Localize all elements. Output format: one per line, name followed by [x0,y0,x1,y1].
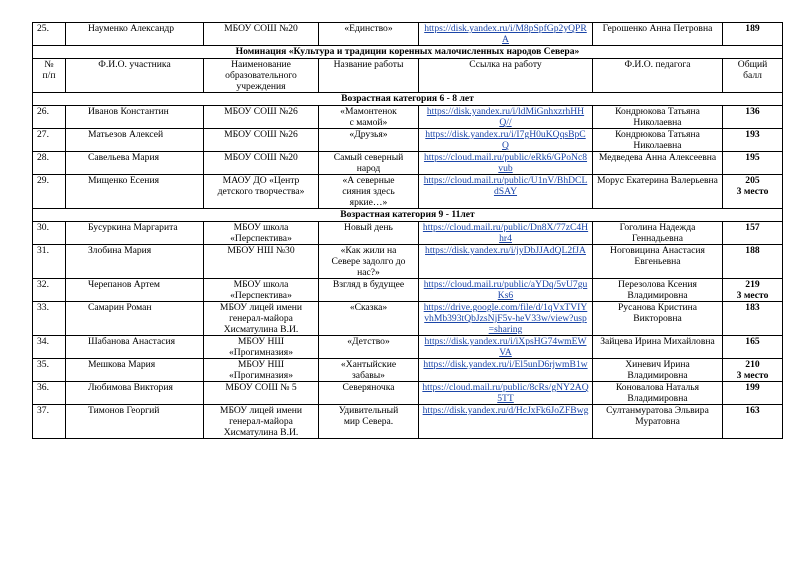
teacher-name: Зайцева Ирина Михайловна [593,336,723,359]
score-value: 195 [745,152,760,163]
teacher-name: Медведева Анна Алексеевна [593,152,723,175]
row-number: 34. [33,336,66,359]
age-category-row [33,93,783,106]
header-teacher: Ф.И.О. педагога [593,59,723,93]
school-name: МБОУ СОШ № 5 [204,382,319,405]
score-value: 205 [745,175,760,186]
score-value: 210 [745,359,760,370]
table-row [33,152,783,175]
work-title: «Детство» [319,336,419,359]
age-category-row [33,209,783,222]
work-link[interactable]: https://disk.yandex.ru/i/jyDbJJAdQL2fJA [425,245,586,256]
work-link-cell [419,106,593,129]
school-name: МБОУ НШ «Прогимназия» [204,359,319,382]
work-link[interactable]: https://cloud.mail.ru/public/8cRs/gNY2AQ5TT [422,382,589,404]
teacher-name: Морус Екатерина Валерьевна [593,175,723,209]
header-work: Название работы [319,59,419,93]
total-score [723,129,783,152]
school-name: МБОУ лицей имени генерал-майора Хисматулина В.И. [204,405,319,439]
participant-name: Науменко Александр [66,23,204,46]
total-score [723,302,783,336]
header-score: Общий балл [723,59,783,93]
school-name: МАОУ ДО «Центр детского творчества» [204,175,319,209]
participant-name: Черепанов Артем [66,279,204,302]
table-row [33,175,783,209]
total-score [723,106,783,129]
teacher-name: Гоголина Надежда Геннадьевна [593,222,723,245]
score-value: 136 [745,106,760,117]
table-row [33,359,783,382]
teacher-name: Ноговицина Анастасия Евгеньевна [593,245,723,279]
participant-name: Тимонов Георгий [66,405,204,439]
nomination-title-row [33,46,783,59]
row-number: 29. [33,175,66,209]
work-link[interactable]: https://disk.yandex.ru/i/ldMiGnhxzrhHHQ// [426,106,585,128]
age-category-title: Возрастная категория 6 - 8 лет [33,93,783,106]
participant-name: Иванов Константин [66,106,204,129]
total-score [723,152,783,175]
school-name: МБОУ НШ «Прогимназия» [204,336,319,359]
score-value: 157 [745,222,760,233]
total-score [723,175,783,209]
score-value: 163 [745,405,760,416]
total-score [723,359,783,382]
school-name: МБОУ СОШ №26 [204,129,319,152]
header-link: Ссылка на работу [419,59,593,93]
row-number: 27. [33,129,66,152]
work-link-cell [419,245,593,279]
work-title: «Хантыйские забавы» [319,359,419,382]
table-row [33,222,783,245]
work-title: Северяночка [319,382,419,405]
table-row [33,279,783,302]
total-score [723,405,783,439]
work-link[interactable]: https://disk.yandex.ru/i/El5unD6rjwmB1w [423,359,588,370]
table-row [33,245,783,279]
place-label: 3 место [736,186,769,197]
work-link[interactable]: https://cloud.mail.ru/public/U1nV/BhDCLdSAY [423,175,588,197]
total-score [723,382,783,405]
total-score [723,245,783,279]
score-value: 193 [745,129,760,140]
total-score [723,222,783,245]
teacher-name: Хиневич Ирина Владимировна [593,359,723,382]
work-title: «Как жили на Севере задолго до нас?» [319,245,419,279]
participant-name: Мешкова Мария [66,359,204,382]
results-table [32,22,783,439]
work-link[interactable]: https://disk.yandex.ru/i/I7gH0uKQqsBpCQ [425,129,586,151]
score-value: 183 [745,302,760,313]
work-link[interactable]: https://disk.yandex.ru/d/HcJxFk6JoZFBwg [422,405,589,416]
score-value: 199 [745,382,760,393]
table-header-row [33,59,783,93]
header-school: Наименование образовательного учреждения [204,59,319,93]
table-row [33,23,783,46]
teacher-name: Коновалова Наталья Владимировна [593,382,723,405]
school-name: МБОУ школа «Перспектива» [204,222,319,245]
work-link[interactable]: https://disk.yandex.ru/i/M8pSpfGp2yQPRA [424,23,587,45]
work-link[interactable]: https://disk.yandex.ru/i/iXpsHG74wmEWVA [424,336,587,358]
row-number: 32. [33,279,66,302]
participant-name: Матьезов Алексей [66,129,204,152]
school-name: МБОУ НШ №30 [204,245,319,279]
school-name: МБОУ СОШ №20 [204,23,319,46]
work-title: Удивительный мир Севера. [319,405,419,439]
work-title: Взгляд в будущее [319,279,419,302]
work-link-cell [419,359,593,382]
work-link-cell [419,336,593,359]
teacher-name: Русанова Кристина Викторовна [593,302,723,336]
school-name: МБОУ СОШ №20 [204,152,319,175]
header-participant: Ф.И.О. участника [66,59,204,93]
table-row [33,129,783,152]
participant-name: Мищенко Есения [66,175,204,209]
total-score: 189 [723,23,783,46]
row-number: 30. [33,222,66,245]
work-link[interactable]: https://drive.google.com/file/d/1qVxTVIYvhMb393tQbJzsNjF5v-heV33w/view?usp=sharing [423,302,588,335]
participant-name: Самарин Роман [66,302,204,336]
teacher-name: Кондрюкова Татьяна Николаевна [593,106,723,129]
work-link-cell [419,23,593,46]
work-link-cell [419,302,593,336]
work-link[interactable]: https://cloud.mail.ru/public/aYDq/5vU7guKs6 [423,279,588,301]
place-label: 3 место [736,370,769,381]
row-number: 33. [33,302,66,336]
participant-name: Шабанова Анастасия [66,336,204,359]
total-score [723,336,783,359]
teacher-name: Кондрюкова Татьяна Николаевна [593,129,723,152]
row-number: 31. [33,245,66,279]
work-link[interactable]: https://cloud.mail.ru/public/Dn8X/77zC4Hhr4 [422,222,589,244]
work-title: Самый северный народ [319,152,419,175]
table-row [33,106,783,129]
age-category-title: Возрастная категория 9 - 11лет [33,209,783,222]
score-value: 165 [745,336,760,347]
work-link-cell [419,405,593,439]
teacher-name: Султанмуратова Эльвира Муратовна [593,405,723,439]
header-number: № п/п [33,59,66,93]
teacher-name: Герошенко Анна Петровна [593,23,723,46]
participant-name: Савельева Мария [66,152,204,175]
work-link-cell [419,152,593,175]
school-name: МБОУ лицей имени генерал-майора Хисматулина В.И. [204,302,319,336]
row-number: 26. [33,106,66,129]
score-value: 188 [745,245,760,256]
work-link-cell [419,279,593,302]
table-row [33,302,783,336]
nomination-title: Номинация «Культура и традиции коренных малочисленных народов Севера» [33,46,783,59]
work-title: «Единство» [319,23,419,46]
work-title: «А северные сияния здесь яркие…» [319,175,419,209]
work-title: Новый день [319,222,419,245]
participant-name: Любимова Виктория [66,382,204,405]
row-number: 37. [33,405,66,439]
work-title: «Друзья» [319,129,419,152]
work-link-cell [419,222,593,245]
work-title: «Мамонтенок с мамой» [319,106,419,129]
work-title: «Сказка» [319,302,419,336]
table-row [33,336,783,359]
place-label: 3 место [736,290,769,301]
participant-name: Бусуркина Маргарита [66,222,204,245]
work-link[interactable]: https://cloud.mail.ru/public/eRk6/GPoNc8vub [423,152,588,174]
table-row [33,405,783,439]
school-name: МБОУ школа «Перспектива» [204,279,319,302]
table-row [33,382,783,405]
work-link-cell [419,129,593,152]
row-number: 25. [33,23,66,46]
score-value: 219 [745,279,760,290]
row-number: 36. [33,382,66,405]
teacher-name: Перезолова Ксения Владимировна [593,279,723,302]
total-score [723,279,783,302]
school-name: МБОУ СОШ №26 [204,106,319,129]
row-number: 28. [33,152,66,175]
work-link-cell [419,175,593,209]
participant-name: Злобина Мария [66,245,204,279]
row-number: 35. [33,359,66,382]
work-link-cell [419,382,593,405]
